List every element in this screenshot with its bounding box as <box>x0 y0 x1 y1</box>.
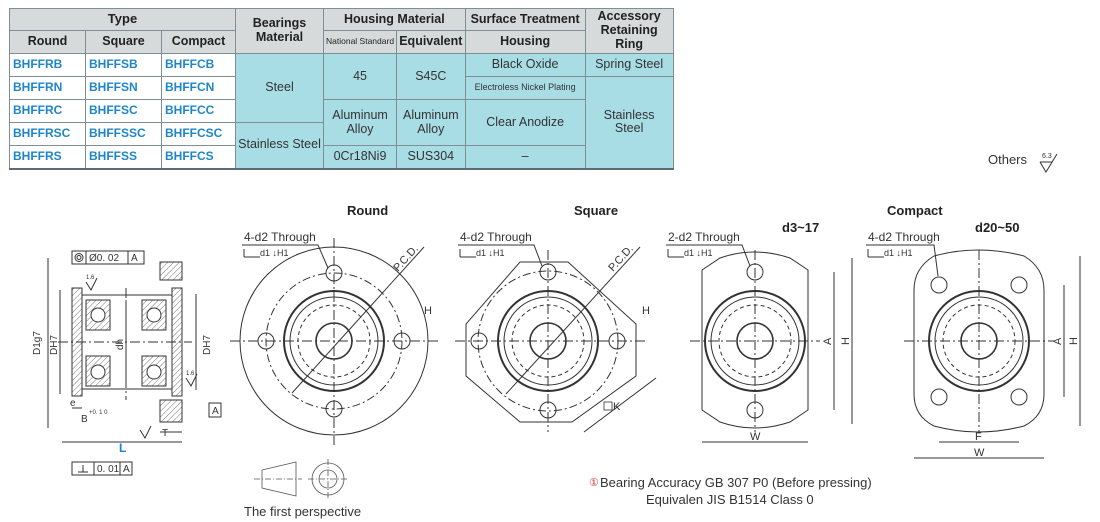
round-header: Round <box>10 31 86 54</box>
projection-caption: The first perspective <box>244 504 362 519</box>
compact-large-hole-4 <box>1011 389 1027 405</box>
compact-small-holes-callout: 2-d2 Through <box>668 230 740 244</box>
accuracy-mark: ① <box>589 477 599 489</box>
bearings-material-line1: Bearings <box>252 16 307 31</box>
compact-code: BHFFCS <box>162 146 236 169</box>
national-standard-45: 45 <box>324 54 397 100</box>
round-code: BHFFRC <box>10 100 86 123</box>
bolt-bottom <box>160 400 182 422</box>
square-k-label: K <box>613 401 621 413</box>
square-pcd-leader <box>506 247 640 394</box>
square-pcd-label: P.C.D. <box>606 242 636 275</box>
compact-large-a-label: A <box>1052 337 1064 345</box>
accessory-line3: Ring <box>615 36 644 51</box>
type-header: Type <box>10 9 236 31</box>
roughness-value: 6.3 <box>1042 153 1052 160</box>
dh7-left-label: DH7 <box>49 334 60 355</box>
square-code: BHFFSC <box>86 100 162 123</box>
surface-dash: – <box>465 146 585 169</box>
tolerance-value: Ø0. 02 <box>89 253 120 264</box>
rough-1-val: 1.6 <box>86 275 95 281</box>
view-title-compact-large: d20~50 <box>975 220 1020 235</box>
round-h-label: H <box>424 305 432 317</box>
table-row <box>10 100 674 123</box>
round-counterbore: d1 ↓H1 <box>260 248 289 258</box>
square-h-label: H <box>642 305 650 317</box>
accessory-line2: Retaining <box>600 23 658 38</box>
surface-treatment-header: Surface Treatment <box>465 9 585 31</box>
square-code: BHFFSB <box>86 54 162 77</box>
compact-code: BHFFCN <box>162 77 236 100</box>
compact-code: BHFFCB <box>162 54 236 77</box>
national-standard-header: National Standard <box>324 31 397 54</box>
compact-large-f-label: F <box>975 431 982 443</box>
bolt-top <box>160 262 182 280</box>
compact-large-view <box>866 245 1080 458</box>
round-view <box>230 238 440 445</box>
national-standard-aluminum: Aluminum Alloy <box>324 100 397 146</box>
equivalent-s45c: S45C <box>397 54 466 100</box>
view-title-compact-small: d3~17 <box>782 220 820 235</box>
table-row <box>10 54 674 77</box>
bearing-material-steel: Steel <box>236 54 324 123</box>
table-row <box>10 146 674 169</box>
spec-table <box>9 8 674 170</box>
round-code: BHFFRSC <box>10 123 86 146</box>
equivalent-header: Equivalent <box>397 31 466 54</box>
view-title-square: Square <box>574 203 619 218</box>
bearings-material-line2: Material <box>255 30 304 44</box>
square-outline <box>466 262 636 422</box>
compact-large-hole-3 <box>931 389 947 405</box>
datum-label: A <box>212 406 219 417</box>
round-pcd-label: P.C.D. <box>391 242 421 275</box>
surface-black-oxide: Black Oxide <box>465 54 585 77</box>
round-holes-callout: 4-d2 Through <box>244 230 316 244</box>
ring-spring-steel: Spring Steel <box>585 54 673 77</box>
view-title-compact: Compact <box>887 203 943 218</box>
perp-value: 0. 01 <box>97 464 120 475</box>
dh-label: dh <box>115 338 126 350</box>
surface-electroless-nickel: Electroless Nickel Plating <box>465 77 585 100</box>
bearing-material-stainless: Stainless Steel <box>236 123 324 169</box>
accessory-header <box>585 9 673 54</box>
accuracy-line-2: Equivalen JIS B1514 Class 0 <box>646 492 814 507</box>
l-label: L <box>119 441 127 455</box>
roughness-symbol <box>1037 150 1061 174</box>
compact-code: BHFFCC <box>162 100 236 123</box>
projection-symbol <box>254 459 348 499</box>
compact-large-holes-callout: 4-d2 Through <box>868 230 940 244</box>
b-tol: +0. 1 0 <box>89 410 108 416</box>
round-code: BHFFRS <box>10 146 86 169</box>
compact-small-h-label: H <box>840 337 852 345</box>
square-holes-callout: 4-d2 Through <box>460 230 532 244</box>
national-standard-0cr18ni9: 0Cr18Ni9 <box>324 146 397 169</box>
accuracy-line-1: Bearing Accuracy GB 307 P0 (Before pressing) <box>600 475 872 490</box>
others-note: Others <box>988 152 1028 167</box>
tolerance-datum: A <box>131 253 138 264</box>
square-k-box <box>604 402 612 410</box>
accessory-line1: Accessory <box>597 9 661 24</box>
round-code: BHFFRB <box>10 54 86 77</box>
dh7-right-label: DH7 <box>202 334 213 355</box>
ball-3 <box>91 365 105 379</box>
compact-large-labels <box>868 230 1080 459</box>
ring-stainless-steel: Stainless Steel <box>585 77 673 169</box>
compact-large-counterbore: d1 ↓H1 <box>884 248 913 258</box>
ball-2 <box>147 308 161 322</box>
compact-header: Compact <box>162 31 236 54</box>
d1g7-label: D1g7 <box>32 331 43 355</box>
square-counterbore: d1 ↓H1 <box>476 248 505 258</box>
technical-drawing <box>0 196 1100 522</box>
compact-large-w-label: W <box>974 447 985 459</box>
e-label: e <box>70 398 76 409</box>
square-header: Square <box>86 31 162 54</box>
compact-code: BHFFCSC <box>162 123 236 146</box>
t-label: T <box>162 428 169 439</box>
view-title-round: Round <box>347 203 389 218</box>
compact-small-a-label: A <box>822 337 834 345</box>
compact-small-labels <box>668 230 852 443</box>
equivalent-aluminum: Aluminum Alloy <box>397 100 466 146</box>
equivalent-sus304: SUS304 <box>397 146 466 169</box>
square-code: BHFFSS <box>86 146 162 169</box>
compact-large-h-label: H <box>1068 337 1080 345</box>
b-label: B <box>81 414 88 425</box>
square-code: BHFFSSC <box>86 123 162 146</box>
ball-4 <box>147 365 161 379</box>
bearings-material-header <box>236 9 324 54</box>
square-labels <box>460 230 650 413</box>
round-code: BHFFRN <box>10 77 86 100</box>
perp-datum: A <box>123 464 130 475</box>
compact-large-hole-2 <box>1011 277 1027 293</box>
housing-header: Housing <box>465 31 585 54</box>
compact-large-hole-1 <box>931 277 947 293</box>
ball-1 <box>91 308 105 322</box>
rough-2-val: 1.6 <box>186 371 195 377</box>
surface-clear-anodize: Clear Anodize <box>465 100 585 146</box>
square-code: BHFFSN <box>86 77 162 100</box>
compact-small-counterbore: d1 ↓H1 <box>684 248 713 258</box>
compact-small-w-label: W <box>750 431 761 443</box>
housing-material-header: Housing Material <box>324 9 466 31</box>
square-view <box>455 242 656 432</box>
section-view <box>48 251 221 475</box>
roughness-3 <box>140 426 151 438</box>
